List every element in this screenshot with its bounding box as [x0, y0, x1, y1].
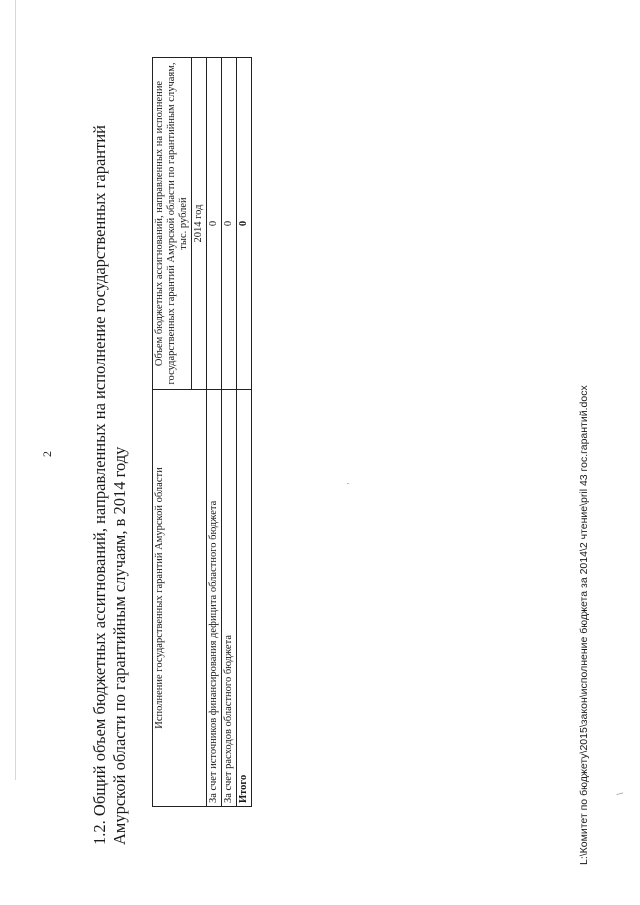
table-total-row — [237, 58, 252, 807]
scan-mark: , — [340, 482, 350, 485]
table-row — [222, 58, 237, 807]
table-row-label: Итого — [237, 390, 252, 807]
file-path-footer: L:\Комитет по бюджету\2015\закон\исполнение бюджета за 2014\2 чтение\pril 43 гос.гарантий.docx — [578, 385, 590, 865]
table-row-value: 0 — [207, 58, 222, 390]
guarantees-table — [152, 57, 252, 807]
page-number: 2 — [40, 451, 54, 457]
scan-mark: \ — [615, 792, 625, 795]
table-row-value: 0 — [222, 58, 237, 390]
table-subheader-cell: 2014 год — [192, 58, 207, 390]
section-heading: 1.2. Общий объем бюджетных ассигнований, направленных на исполнение государственных гарантий Амурской области по гарантийным случаям, в 2014 году — [90, 125, 129, 845]
table-row-value: 0 — [237, 58, 252, 390]
page-edge — [15, 0, 16, 780]
table-header-cell: Объем бюджетных ассигнований, направленных на исполнение государственных гарантий Амурской области по гарантийным случаям, тыс. рублей — [153, 58, 192, 390]
table-row-label: За счет источников финансирования дефицита областного бюджета — [207, 390, 222, 807]
table-row-label: За счет расходов областного бюджета — [222, 390, 237, 807]
table-row — [207, 58, 222, 807]
document-page — [40, 15, 625, 885]
table-header-row — [153, 58, 192, 807]
table-header-cell: Исполнение государственных гарантий Амурской области — [153, 390, 207, 807]
